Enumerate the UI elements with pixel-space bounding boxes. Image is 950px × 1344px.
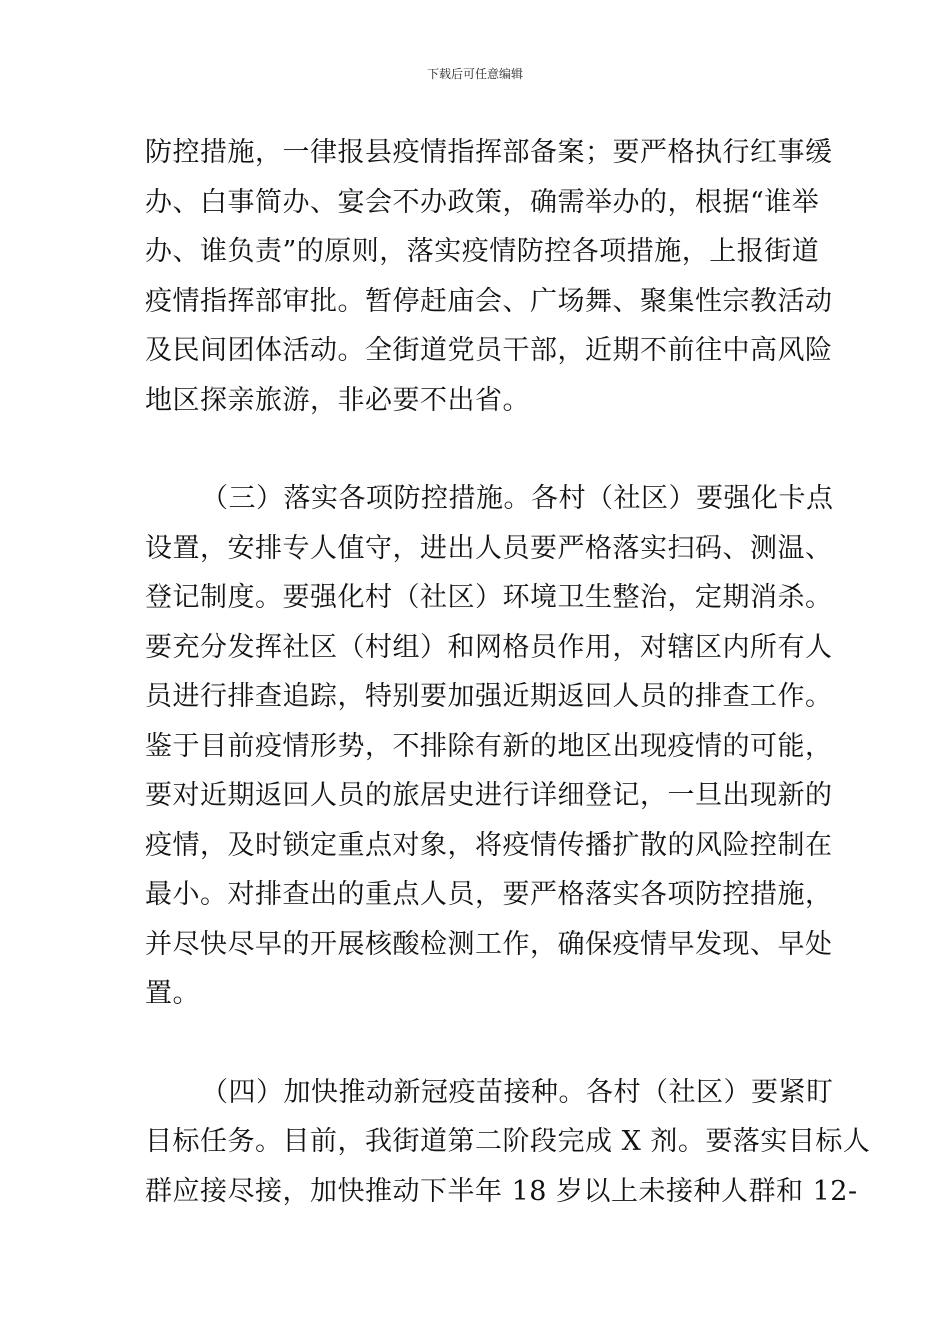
text-line: 鉴于目前疫情形势，不排除有新的地区出现疫情的可能，	[145, 730, 833, 762]
text-line: 员进行排查追踪，特别要加强近期返回人员的排查工作。	[145, 681, 833, 712]
paragraph-quarantine-rules	[145, 128, 833, 425]
paragraph-section-four	[145, 1068, 871, 1217]
text-line: 登记制度。要强化村（社区）环境卫生整治，定期消杀。	[145, 582, 833, 613]
text-line: 目标任务。目前，我街道第二阶段完成 X 剂。要落实目标人	[145, 1126, 871, 1157]
text-line: 疫情，及时锁定重点对象，将疫情传播扩散的风险控制在	[145, 829, 833, 861]
text-line: 要充分发挥社区（村组）和网格员作用，对辖区内所有人	[145, 631, 833, 663]
text-line: 及民间团体活动。全街道党员干部，近期不前往中高风险	[145, 335, 833, 366]
text-line: 群应接尽接，加快推动下半年 18 岁以上未接种人群和 12-	[145, 1175, 858, 1207]
section-heading-line: （四）加快推动新冠疫苗接种。各村（社区）要紧盯	[201, 1076, 834, 1108]
text-line: 防控措施，一律报县疫情指挥部备案；要严格执行红事缓	[145, 137, 833, 168]
text-line: 地区探亲旅游，非必要不出省。	[145, 384, 530, 416]
section-heading-line: （三）落实各项防控措施。各村（社区）要强化卡点	[201, 483, 834, 514]
document-body	[145, 128, 871, 1216]
text-line: 办、谁负责”的原则，落实疫情防控各项措施，上报街道	[145, 236, 820, 267]
text-line: 并尽快尽早的开展核酸检测工作，确保疫情早发现、早处	[145, 928, 833, 960]
page-header-caption: 下载后可任意编辑	[426, 67, 523, 81]
text-line: 要对近期返回人员的旅居史进行详细登记，一旦出现新的	[145, 780, 833, 811]
text-line: 设置，安排专人值守，进出人员要严格落实扫码、测温、	[145, 532, 833, 564]
text-line: 疫情指挥部审批。暂停赶庙会、广场舞、聚集性宗教活动	[145, 285, 833, 317]
paragraph-section-three	[145, 474, 834, 1019]
text-line: 最小。对排查出的重点人员，要严格落实各项防控措施，	[145, 879, 833, 910]
text-line: 办、白事简办、宴会不办政策，确需举办的，根据“谁举	[145, 186, 820, 218]
paragraph-spacer	[145, 425, 810, 474]
text-line: 置。	[145, 978, 200, 1009]
paragraph-spacer	[145, 1019, 810, 1068]
